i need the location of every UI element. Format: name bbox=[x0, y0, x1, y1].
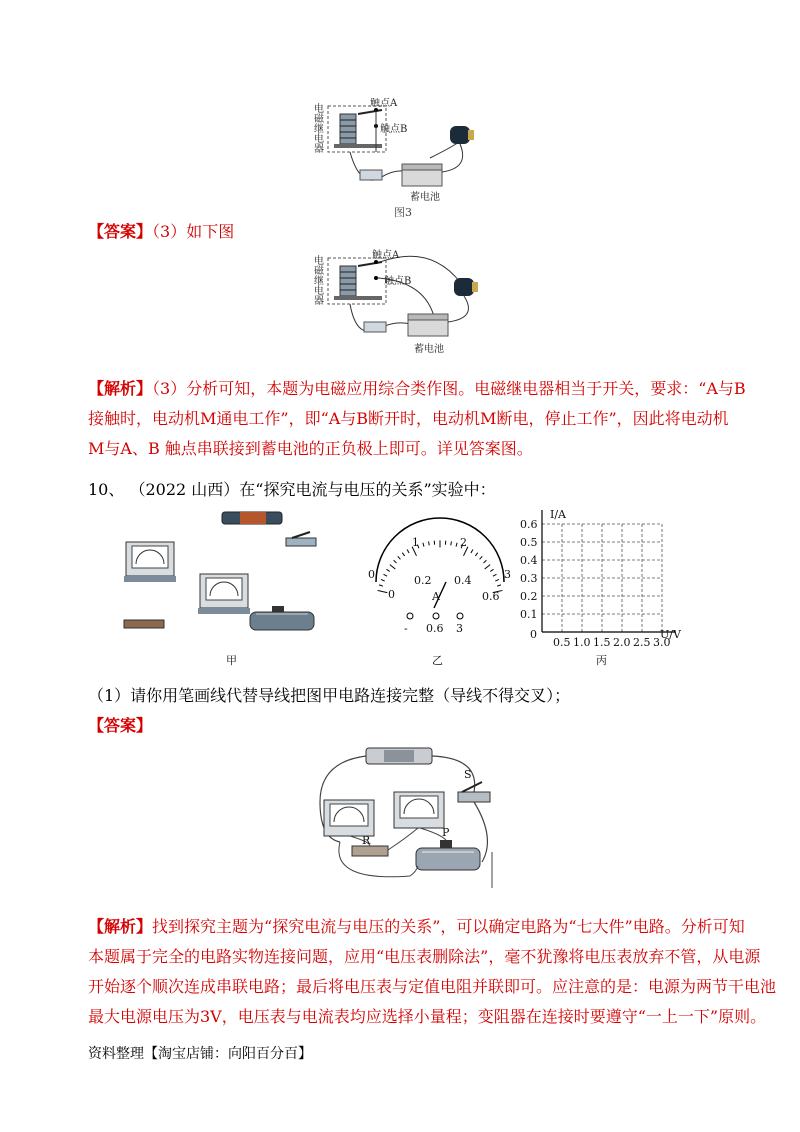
label-jia: 甲 bbox=[226, 654, 237, 667]
contact-b-label: 触点B bbox=[380, 124, 408, 135]
question-number: 10、 bbox=[88, 480, 125, 499]
i-u-graph bbox=[520, 510, 676, 649]
completed-circuit-figure bbox=[310, 742, 500, 892]
x-tick-label: 1.5 bbox=[593, 636, 611, 649]
apparatus-jia bbox=[124, 512, 316, 630]
figure-caption: 图3 bbox=[394, 206, 412, 219]
meter-tick bbox=[485, 565, 490, 569]
analysis-tag-2: 【解析】 bbox=[88, 917, 153, 936]
graph-x-label: U/V bbox=[660, 628, 681, 641]
analysis-tag: 【解析】 bbox=[88, 379, 153, 398]
meter-tick bbox=[384, 574, 388, 576]
relay-label-1: 电 bbox=[314, 104, 324, 115]
terminal-neg: - bbox=[404, 622, 408, 635]
meter-tick bbox=[495, 579, 499, 581]
answer-line-1 bbox=[88, 222, 234, 242]
answer-contact-b-label: 触点B bbox=[384, 276, 412, 287]
relay-answer-figure bbox=[310, 248, 500, 358]
battery-label: 蓄电池 bbox=[410, 192, 440, 203]
meter-tick bbox=[402, 553, 404, 556]
experiment-figures bbox=[110, 502, 690, 672]
analysis-2-text-1: 找到探究主题为“探究电流与电压的关系”，可以确定电路为“七大件”电路。分析可知 bbox=[152, 917, 745, 936]
analysis-paragraph-1 bbox=[88, 374, 746, 464]
graph-origin: 0 bbox=[530, 628, 537, 641]
meter-tick bbox=[475, 553, 477, 556]
y-tick-label: 0.6 bbox=[520, 518, 538, 531]
x-tick-label: 2.0 bbox=[613, 636, 631, 649]
meter-tick bbox=[429, 541, 430, 545]
answer-tag-2: 【答案】 bbox=[88, 716, 153, 735]
meter-tick bbox=[423, 543, 424, 547]
y-tick-label: 0.5 bbox=[520, 536, 538, 549]
relay-label-2: 磁 bbox=[314, 114, 324, 125]
analysis-2-line-4: 最大电源电压为3V，电压表与电流表均应选择小量程；变阻器在连接时要遵守“一上一下”原则。 bbox=[88, 1007, 767, 1026]
bottom-scale-1: 0.2 bbox=[414, 574, 432, 587]
y-tick-label: 0.2 bbox=[520, 590, 538, 603]
terminal-3: 3 bbox=[456, 622, 463, 635]
x-tick-label: 3.0 bbox=[653, 636, 671, 649]
meter-tick bbox=[490, 569, 493, 571]
relay-answer-label-5: 器 bbox=[314, 296, 324, 307]
relay-answer-label-4: 电 bbox=[314, 286, 324, 297]
answer-tag: 【答案】 bbox=[88, 222, 153, 241]
bottom-scale-2: 0.4 bbox=[454, 574, 472, 587]
meter-tick bbox=[390, 565, 395, 569]
meter-tick bbox=[378, 590, 388, 592]
y-tick-label: 0.1 bbox=[520, 608, 538, 621]
meter-tick bbox=[394, 560, 397, 563]
meter-unit: A bbox=[432, 590, 440, 603]
label-yi: 乙 bbox=[432, 654, 443, 667]
meter-tick bbox=[456, 543, 457, 547]
sub-question-1: （1）请你用笔画线代替导线把图甲电路连接完整（导线不得交叉）； bbox=[88, 686, 571, 705]
relay-answer-label-3: 继 bbox=[314, 276, 324, 287]
resistor-label: R bbox=[362, 834, 371, 847]
question-10 bbox=[88, 480, 496, 500]
x-tick-label: 2.5 bbox=[633, 636, 651, 649]
switch-label: S bbox=[464, 768, 472, 781]
analysis-2-line-3: 开始逐个顺次连成串联电路；最后将电压表与定值电阻并联即可。应注意的是：电源为两节干电池 bbox=[88, 977, 777, 996]
analysis-1-line-2: 接触时，电动机M通电工作”，即“A与B断开时，电动机M断电，停止工作”，因此将电动机 bbox=[88, 409, 729, 428]
answer-battery-label: 蓄电池 bbox=[414, 344, 444, 355]
meter-tick bbox=[483, 560, 486, 563]
analysis-1-text-1: （3）分析可知，本题为电磁应用综合类作图。电磁继电器相当于开关，要求：“A与B bbox=[152, 379, 746, 398]
top-scale-2: 2 bbox=[460, 536, 467, 549]
analysis-1-line-1 bbox=[88, 374, 746, 404]
relay-label-4: 电 bbox=[314, 134, 324, 145]
relay-circuit-figure bbox=[310, 98, 500, 222]
question-source: （2022 山西） bbox=[129, 480, 240, 499]
meter-tick bbox=[480, 556, 483, 559]
graph-y-label: I/A bbox=[550, 508, 566, 521]
footer-note: 资料整理【淘宝店铺：向阳百分百】 bbox=[88, 1046, 312, 1062]
meter-tick bbox=[381, 579, 385, 581]
meter-tick bbox=[451, 541, 452, 545]
top-scale-1: 1 bbox=[412, 536, 419, 549]
meter-tick bbox=[497, 585, 501, 586]
meter-tick bbox=[386, 569, 389, 571]
terminal-0-6: 0.6 bbox=[426, 622, 444, 635]
relay-label-3: 继 bbox=[314, 124, 324, 135]
bottom-scale-0: 0 bbox=[388, 588, 395, 601]
y-tick-label: 0.4 bbox=[520, 554, 538, 567]
answer-text: （3）如下图 bbox=[152, 222, 235, 241]
top-scale-3: 3 bbox=[504, 568, 511, 581]
relay-label-5: 器 bbox=[314, 144, 324, 155]
relay-answer-label-2: 磁 bbox=[314, 266, 324, 277]
top-scale-0: 0 bbox=[368, 568, 375, 581]
question-text: 在“探究电流与电压的关系”实验中： bbox=[239, 480, 496, 499]
meter-tick bbox=[493, 574, 497, 576]
x-tick-label: 0.5 bbox=[553, 636, 571, 649]
meter-tick bbox=[379, 585, 383, 586]
label-bing: 丙 bbox=[596, 654, 607, 667]
analysis-2-line-1 bbox=[88, 912, 745, 942]
relay-answer-label-1: 电 bbox=[314, 256, 324, 267]
meter-tick bbox=[398, 556, 401, 559]
analysis-paragraph-2 bbox=[88, 912, 777, 1032]
answer-contact-a-label: 触点A bbox=[372, 250, 400, 261]
y-tick-label: 0.3 bbox=[520, 572, 538, 585]
meter-tick bbox=[471, 550, 473, 553]
meter-tick bbox=[407, 550, 409, 553]
x-tick-label: 1.0 bbox=[573, 636, 591, 649]
ammeter-scale-yi bbox=[376, 518, 504, 582]
bottom-scale-3: 0.6 bbox=[482, 590, 500, 603]
slider-label: P bbox=[442, 826, 450, 839]
analysis-1-line-3: M与A、B 触点串联接到蓄电池的正负极上即可。详见答案图。 bbox=[88, 439, 533, 458]
contact-a-label: 触点A bbox=[370, 98, 398, 109]
analysis-2-line-2: 本题属于完全的电路实物连接问题，应用“电压表删除法”，毫不犹豫将电压表放弃不管，从电源 bbox=[88, 947, 761, 966]
